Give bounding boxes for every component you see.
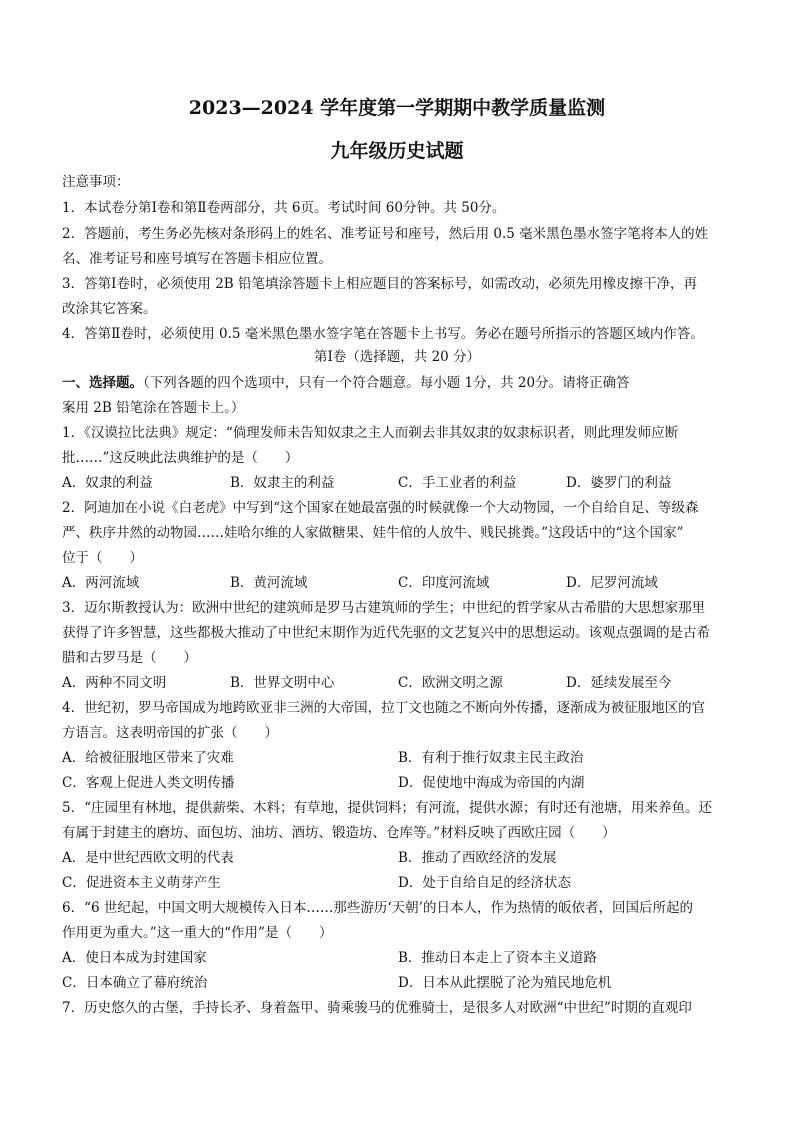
question-5-line: 有属于封建主的磨坊、面包坊、油坊、酒坊、锻造坊、仓库等。”材料反映了西欧庄园（ ）: [62, 825, 616, 841]
note-line: 3．答第Ⅰ卷时，必须使用 2B 铅笔填涂答题卡上相应题目的答案标号，如需改动，必须先用橡皮擦干净，再: [62, 276, 698, 292]
section-heading: [62, 373, 742, 393]
notes-heading: 注意事项：: [62, 174, 130, 190]
q2-option-b[interactable]: B．黄河流域: [230, 575, 308, 591]
q4-option-a[interactable]: A．给被征服地区带来了灾难: [62, 750, 234, 766]
q4-option-b[interactable]: B．有利于推行奴隶主民主政治: [398, 750, 584, 766]
q5-option-c[interactable]: C．促进资本主义萌芽产生: [62, 875, 221, 891]
question-3-line: 3．迈尔斯教授认为：欧洲中世纪的建筑师是罗马古建筑师的学生；中世纪的哲学家从古希腊的大思想家那里: [62, 600, 706, 616]
question-6-line: 作用更为重大。”这一重大的“作用”是（ ）: [62, 925, 333, 941]
question-7-line: 7．历史悠久的古堡，手持长矛、身着盔甲、骑乘骏马的优雅骑士，是很多人对欧洲“中世纪”时期的直观印: [62, 1000, 692, 1016]
question-2-line: 严、秩序井然的动物园……娃哈尔维的人家做糖果、娃牛倌的人放牛、贱民挑粪。”这段话中的“这个国家”: [62, 525, 684, 541]
q6-option-b[interactable]: B．推动日本走上了资本主义道路: [398, 950, 597, 966]
question-3-line: 获得了许多智慧，这些都极大推动了中世纪末期作为近代先驱的文艺复兴中的思想运动。该观点强调的是古希: [62, 625, 710, 641]
note-line: 改涂其它答案。: [62, 301, 157, 317]
question-2-line: 位于（ ）: [62, 550, 143, 566]
q3-option-a[interactable]: A．两种不同文明: [62, 675, 167, 691]
exam-title: 2023—2024 学年度第一学期期中教学质量监测: [188, 97, 606, 119]
question-4-line: 4．世纪初，罗马帝国成为地跨欧亚非三洲的大帝国，拉丁文也随之不断向外传播，逐渐成为被征服地区的官: [62, 700, 706, 716]
q5-option-d[interactable]: D．处于自给自足的经济状态: [398, 875, 571, 891]
note-line: 2．答题前，考生务必先核对条形码上的姓名、准考证号和座号，然后用 0.5 毫米黑色墨水签字笔将本人的姓: [62, 226, 709, 242]
question-1-line: 1．《汉谟拉比法典》规定：“倘理发师未告知奴隶之主人而剃去非其奴隶的奴隶标识者，则此理发师应断: [62, 425, 679, 441]
q6-option-a[interactable]: A．使日本成为封建国家: [62, 950, 207, 966]
q1-option-a[interactable]: A．奴隶的利益: [62, 475, 153, 491]
question-6-line: 6．“6 世纪起，中国文明大规模传入日本……那些游历‘天朝’的日本人，作为热情的皈依者，回国后所起的: [62, 900, 693, 916]
q3-option-c[interactable]: C．欧洲文明之源: [398, 675, 503, 691]
q1-option-c[interactable]: C．手工业者的利益: [398, 475, 517, 491]
section-heading-text: （下列各题的四个选项中，只有一个符合题意。每小题 1分，共 20分。请将正确答: [143, 375, 630, 391]
q6-option-c[interactable]: C．日本确立了幕府统治: [62, 975, 208, 991]
section-heading-line2: 案用 2B 铅笔涂在答题卡上。）: [62, 400, 245, 416]
q1-option-d[interactable]: D．婆罗门的利益: [566, 475, 672, 491]
section-heading-bold: 一、选择题。: [62, 375, 143, 391]
q5-option-b[interactable]: B．推动了西欧经济的发展: [398, 850, 557, 866]
q2-option-d[interactable]: D．尼罗河流域: [566, 575, 658, 591]
q5-option-a[interactable]: A．是中世纪西欧文明的代表: [62, 850, 234, 866]
q6-option-d[interactable]: D．日本从此摆脱了沦为殖民地危机: [398, 975, 612, 991]
note-line: 1．本试卷分第Ⅰ卷和第Ⅱ卷两部分，共 6页。考试时间 60分钟。共 50分。: [62, 200, 506, 216]
exam-subtitle: 九年级历史试题: [330, 140, 464, 162]
note-line: 4．答第Ⅱ卷时，必须使用 0.5 毫米黑色墨水签字笔在答题卡上书写。务必在题号所指示的答题区域内作答。: [62, 326, 704, 342]
section-title: 第Ⅰ卷（选择题，共 20 分）: [313, 349, 481, 365]
q4-option-c[interactable]: C．客观上促进人类文明传播: [62, 775, 235, 791]
q2-option-c[interactable]: C．印度河流域: [398, 575, 490, 591]
question-1-line: 批……”这反映此法典维护的是（ ）: [62, 450, 299, 466]
note-line: 名、准考证号和座号填写在答题卡相应位置。: [62, 251, 332, 267]
question-3-line: 腊和古罗马是（ ）: [62, 650, 197, 666]
q3-option-d[interactable]: D．延续发展至今: [566, 675, 672, 691]
q3-option-b[interactable]: B．世界文明中心: [230, 675, 335, 691]
q2-option-a[interactable]: A．两河流域: [62, 575, 140, 591]
question-5-line: 5．“庄园里有林地，提供薪柴、木料；有草地，提供饲料；有河流，提供水源；有时还有池塘，用来养鱼。还: [62, 800, 712, 816]
q4-option-d[interactable]: D．促使地中海成为帝国的内湖: [398, 775, 585, 791]
q1-option-b[interactable]: B．奴隶主的利益: [230, 475, 335, 491]
question-4-line: 方语言。这表明帝国的扩张（ ）: [62, 725, 278, 741]
question-2-line: 2．阿迪加在小说《白老虎》中写到“这个国家在她最富强的时候就像一个大动物园，一个自给自足、等级森: [62, 500, 699, 516]
